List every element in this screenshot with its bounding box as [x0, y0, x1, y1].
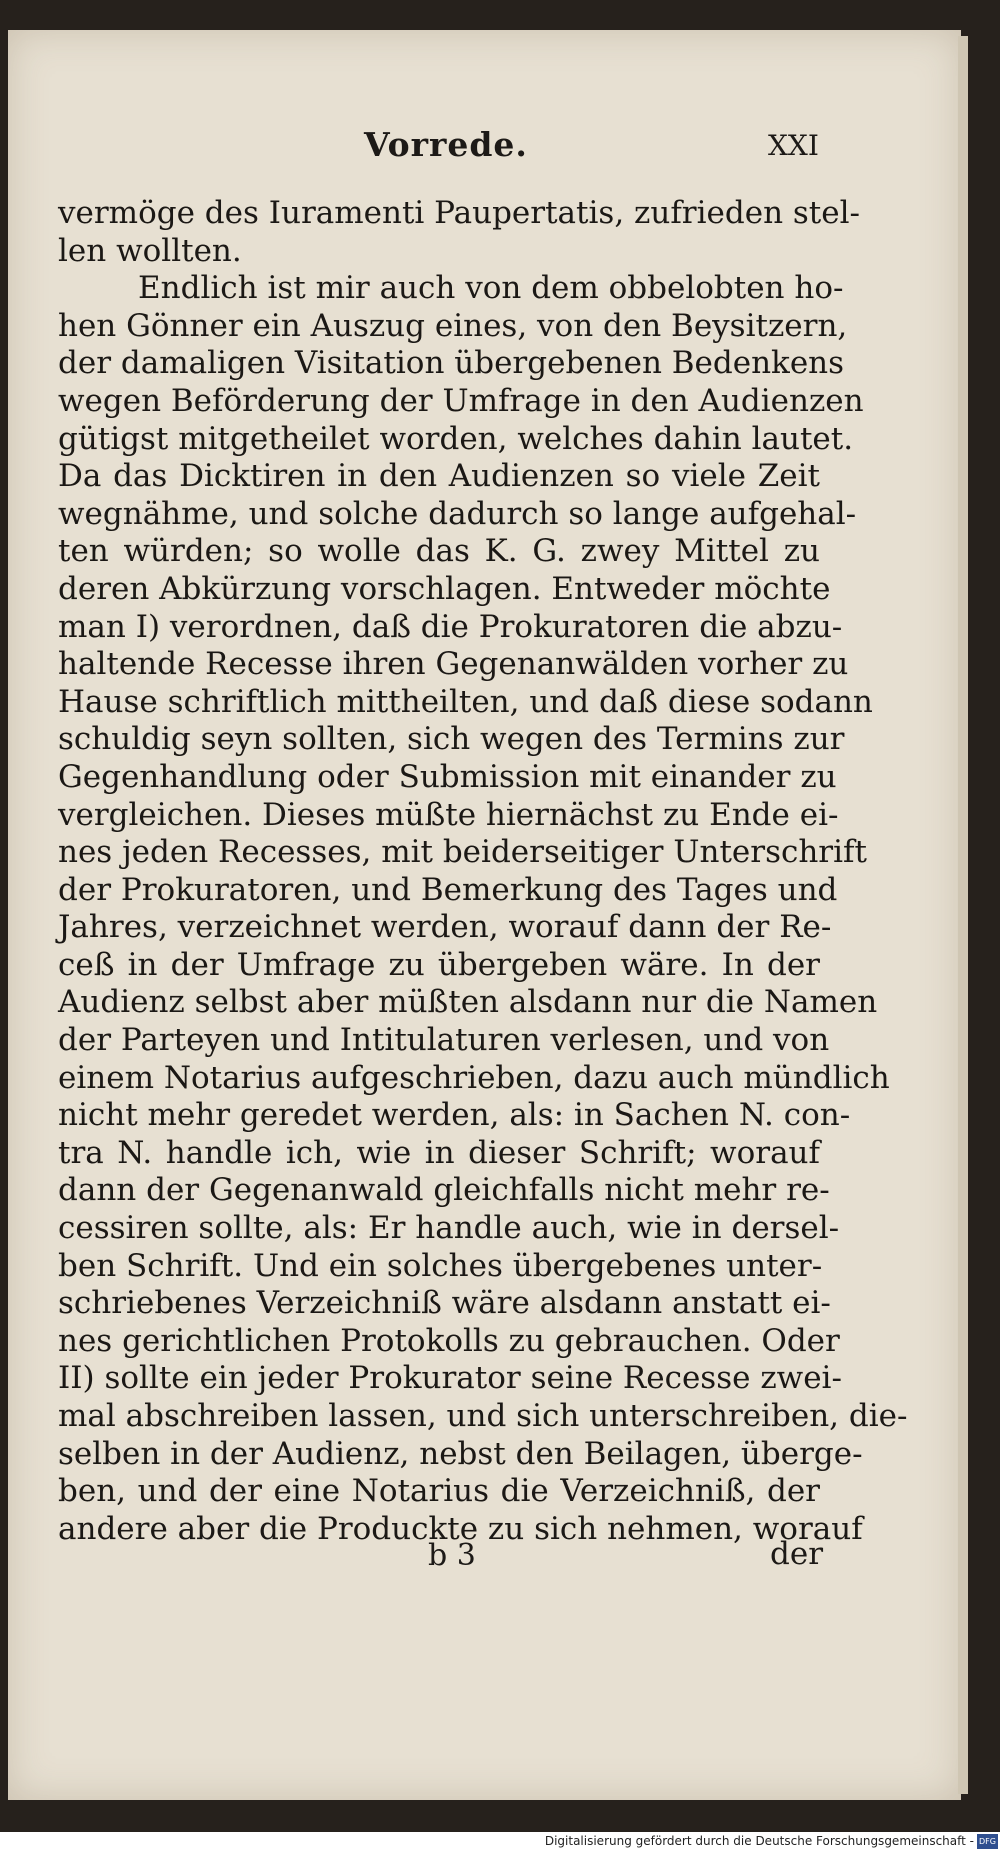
text-line: der damaligen Visitation übergebenen Bedenkens [58, 345, 845, 382]
running-title: Vorrede. [364, 125, 528, 164]
text-line: hen Gönner ein Auszug eines, von den Beysitzern, [58, 307, 848, 344]
text-line: der Prokuratoren, und Bemerkung des Tages und [58, 871, 838, 908]
text-line: nes jeden Recesses, mit beiderseitiger Unterschrift [58, 834, 867, 871]
text-line: Gegenhandlung oder Submission mit einander zu [58, 758, 837, 795]
text-line: ten würden; so wolle das K. G. zwey Mittel zu [58, 533, 820, 570]
text-line: schriebenes Verzeichniß wäre alsdann anstatt ei- [58, 1285, 831, 1322]
text-line: wegen Beförderung der Umfrage in den Audienzen [58, 382, 864, 419]
text-line: Jahres, verzeichnet werden, worauf dann der Re- [58, 909, 832, 946]
text-line: nes gerichtlichen Protokolls zu gebrauchen. Oder [58, 1322, 840, 1359]
text-line: mal abschreiben lassen, und sich unterschreiben, die- [58, 1398, 908, 1434]
signature-mark: b 3 [428, 1538, 476, 1573]
text-line: Audienz selbst aber müßten alsdann nur die Namen [58, 984, 878, 1021]
text-line: Endlich ist mir auch von dem obbelobten ho- [138, 270, 844, 307]
text-line: andere aber die Produckte zu sich nehmen, worauf [58, 1510, 863, 1547]
text-line: nicht mehr geredet werden, als: in Sachen N. con- [58, 1097, 851, 1134]
text-line: der Parteyen und Intitulaturen verlesen, und von [58, 1022, 830, 1059]
page-number: XXI [768, 129, 819, 162]
text-line: schuldig seyn sollten, sich wegen des Termins zur [58, 721, 845, 758]
text-line: selben in der Audienz, nebst den Beilagen, überge- [58, 1435, 863, 1472]
body-text [58, 195, 908, 1548]
dfg-logo-icon: DFG [977, 1834, 998, 1849]
text-line: gütigst mitgetheilet worden, welches dahin lautet. [58, 420, 854, 457]
text-line: man I) verordnen, daß die Prokuratoren die abzu- [58, 608, 843, 645]
catchword: der [770, 1536, 824, 1572]
text-line: ben, und der eine Notarius die Verzeichniß, der [58, 1473, 820, 1510]
text-line: Da das Dicktiren in den Audienzen so viele Zeit [58, 458, 820, 495]
text-line: einem Notarius aufgeschrieben, dazu auch mündlich [58, 1059, 890, 1096]
text-line: dann der Gegenanwald gleichfalls nicht mehr re- [58, 1172, 830, 1209]
text-line: len wollten. [58, 232, 242, 269]
page-header [8, 125, 961, 175]
page-edge [958, 36, 968, 1794]
text-line: ben Schrift. Und ein solches übergebenes unter- [58, 1247, 823, 1284]
text-line: haltende Recesse ihren Gegenanwälden vorher zu [58, 646, 849, 683]
text-line: deren Abkürzung vorschlagen. Entweder möchte [58, 570, 831, 607]
text-line: ceß in der Umfrage zu übergeben wäre. In der [58, 946, 820, 983]
text-line: Hause schriftlich mittheilten, und daß diese sodann [58, 683, 873, 720]
text-line: wegnähme, und solche dadurch so lange aufgehal- [58, 495, 857, 532]
text-line: tra N. handle ich, wie in dieser Schrift; worauf [58, 1134, 820, 1171]
text-line: II) sollte ein jeder Prokurator seine Recesse zwei- [58, 1360, 842, 1397]
digitization-credit: Digitalisierung gefördert durch die Deutsche Forschungsgemeinschaft - [544, 1834, 974, 1848]
digitization-footer [0, 1832, 1000, 1852]
text-line: vergleichen. Dieses müßte hiernächst zu Ende ei- [58, 796, 839, 833]
text-line: cessiren sollte, als: Er handle auch, wie in dersel- [58, 1210, 840, 1247]
text-line: vermöge des Iuramenti Paupertatis, zufrieden stel- [58, 195, 860, 231]
